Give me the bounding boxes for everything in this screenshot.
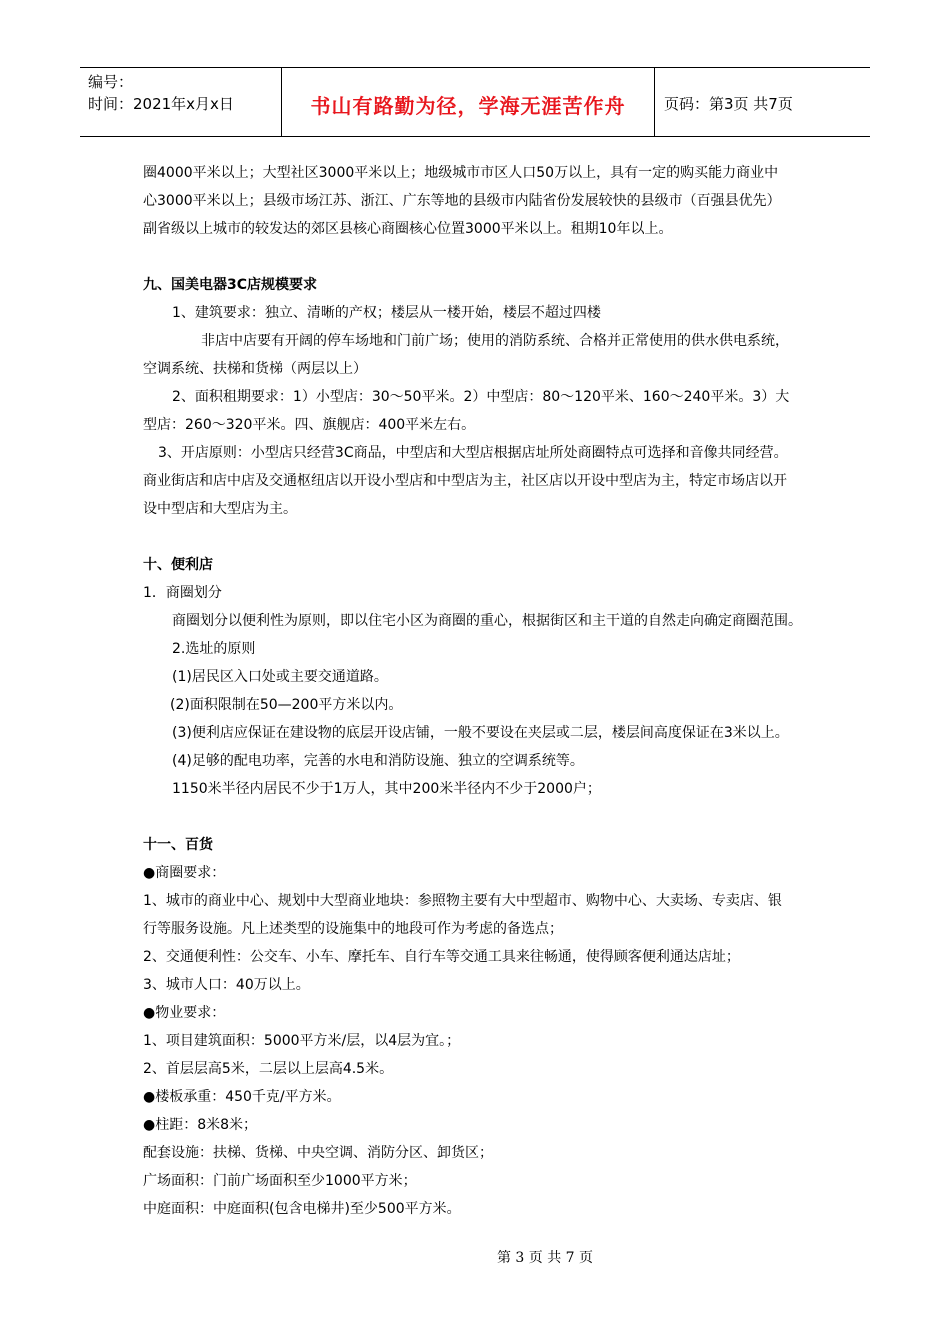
paragraph-line: 型店：260～320平米。四、旗舰店：400平米左右。 [143,417,476,433]
paragraph-line: ●商圈要求： [143,865,226,881]
paragraph-line: ●柱距：8米8米； [143,1117,258,1133]
paragraph-line: 中庭面积：中庭面积(包含电梯井)至少500平方米。 [143,1201,461,1217]
paragraph-line: (4)足够的配电功率，完善的水电和消防设施、独立的空调系统等。 [172,753,584,769]
paragraph-line: 心3000平米以上；县级市场江苏、浙江、广东等地的县级市内陆省份发展较快的县级市（百强县优先） [143,193,781,209]
paragraph-line: 2、交通便利性：公交车、小车、摩托车、自行车等交通工具来往畅通，使得顾客便利通达店址； [143,949,740,965]
header-left [88,71,234,115]
page-footer: 第 3 页 共 7 页 [496,1250,594,1266]
paragraph-line: 3、城市人口：40万以上。 [143,977,310,993]
section-heading: 十一、百货 [143,837,213,853]
header-motto: 书山有路勤为径，学海无涯苦作舟 [310,94,626,118]
paragraph-line: 1、城市的商业中心、规划中大型商业地块：参照物主要有大中型超市、购物中心、大卖场、专卖店、银 [143,893,782,909]
paragraph-line: 配套设施：扶梯、货梯、中央空调、消防分区、卸货区； [143,1145,493,1161]
header-divider [654,68,655,136]
paragraph-line: 商圈划分以便利性为原则，即以住宅小区为商圈的重心，根据街区和主干道的自然走向确定商圈范围。 [172,613,802,629]
paragraph-line: (1)居民区入口处或主要交通道路。 [172,669,388,685]
paragraph-line: ●楼板承重：450千克/平方米。 [143,1089,341,1105]
paragraph-line: 2、面积租期要求：1）小型店：30～50平米。2）中型店：80～120平米、160～240平米。3）大 [172,389,790,405]
paragraph-line: 3、开店原则：小型店只经营3C商品，中型店和大型店根据店址所处商圈特点可选择和音像共同经营。 [158,445,788,461]
paragraph-line: 1、建筑要求：独立、清晰的产权；楼层从一楼开始，楼层不超过四楼 [172,305,601,321]
paragraph-line: 2、首层层高5米，二层以上层高4.5米。 [143,1061,394,1077]
section-heading: 十、便利店 [143,557,213,573]
paragraph-line: 1．商圈划分 [143,585,222,601]
section-heading: 九、国美电器3C店规模要求 [143,277,318,293]
paragraph-line: 圈4000平米以上；大型社区3000平米以上；地级城市市区人口50万以上，具有一定的购买能力商业中 [143,165,779,181]
code-label: 编号： [88,73,134,91]
page-header [80,67,870,137]
time-label: 时间：2021年x月x日 [88,95,234,113]
paragraph-line: 广场面积：门前广场面积至少1000平方米； [143,1173,417,1189]
paragraph-line: 1150米半径内居民不少于1万人，其中200米半径内不少于2000户； [172,781,601,797]
paragraph-line: 1、项目建筑面积：5000平方米/层，以4层为宜。； [143,1033,461,1049]
paragraph-line: (2)面积限制在50—200平方米以内。 [170,697,403,713]
paragraph-line: (3)便利店应保证在建设物的底层开设店铺，一般不要设在夹层或二层，楼层间高度保证在3米以上。 [172,725,789,741]
paragraph-line: 2.选址的原则 [172,641,256,657]
paragraph-line: 副省级以上城市的较发达的郊区县核心商圈核心位置3000平米以上。租期10年以上。 [143,221,673,237]
paragraph-line: 非店中店要有开阔的停车场地和门前广场；使用的消防系统、合格并正常使用的供水供电系统， [201,333,789,349]
paragraph-line: 空调系统、扶梯和货梯（两层以上） [143,361,367,377]
paragraph-line: ●物业要求： [143,1005,226,1021]
paragraph-line: 设中型店和大型店为主。 [143,501,297,517]
paragraph-line: 行等服务设施。凡上述类型的设施集中的地段可作为考虑的备选点； [143,921,563,937]
paragraph-line: 商业街店和店中店及交通枢纽店以开设小型店和中型店为主，社区店以开设中型店为主，特定市场店以开 [143,473,787,489]
page-number-label: 页码：第3页 共7页 [664,95,793,113]
